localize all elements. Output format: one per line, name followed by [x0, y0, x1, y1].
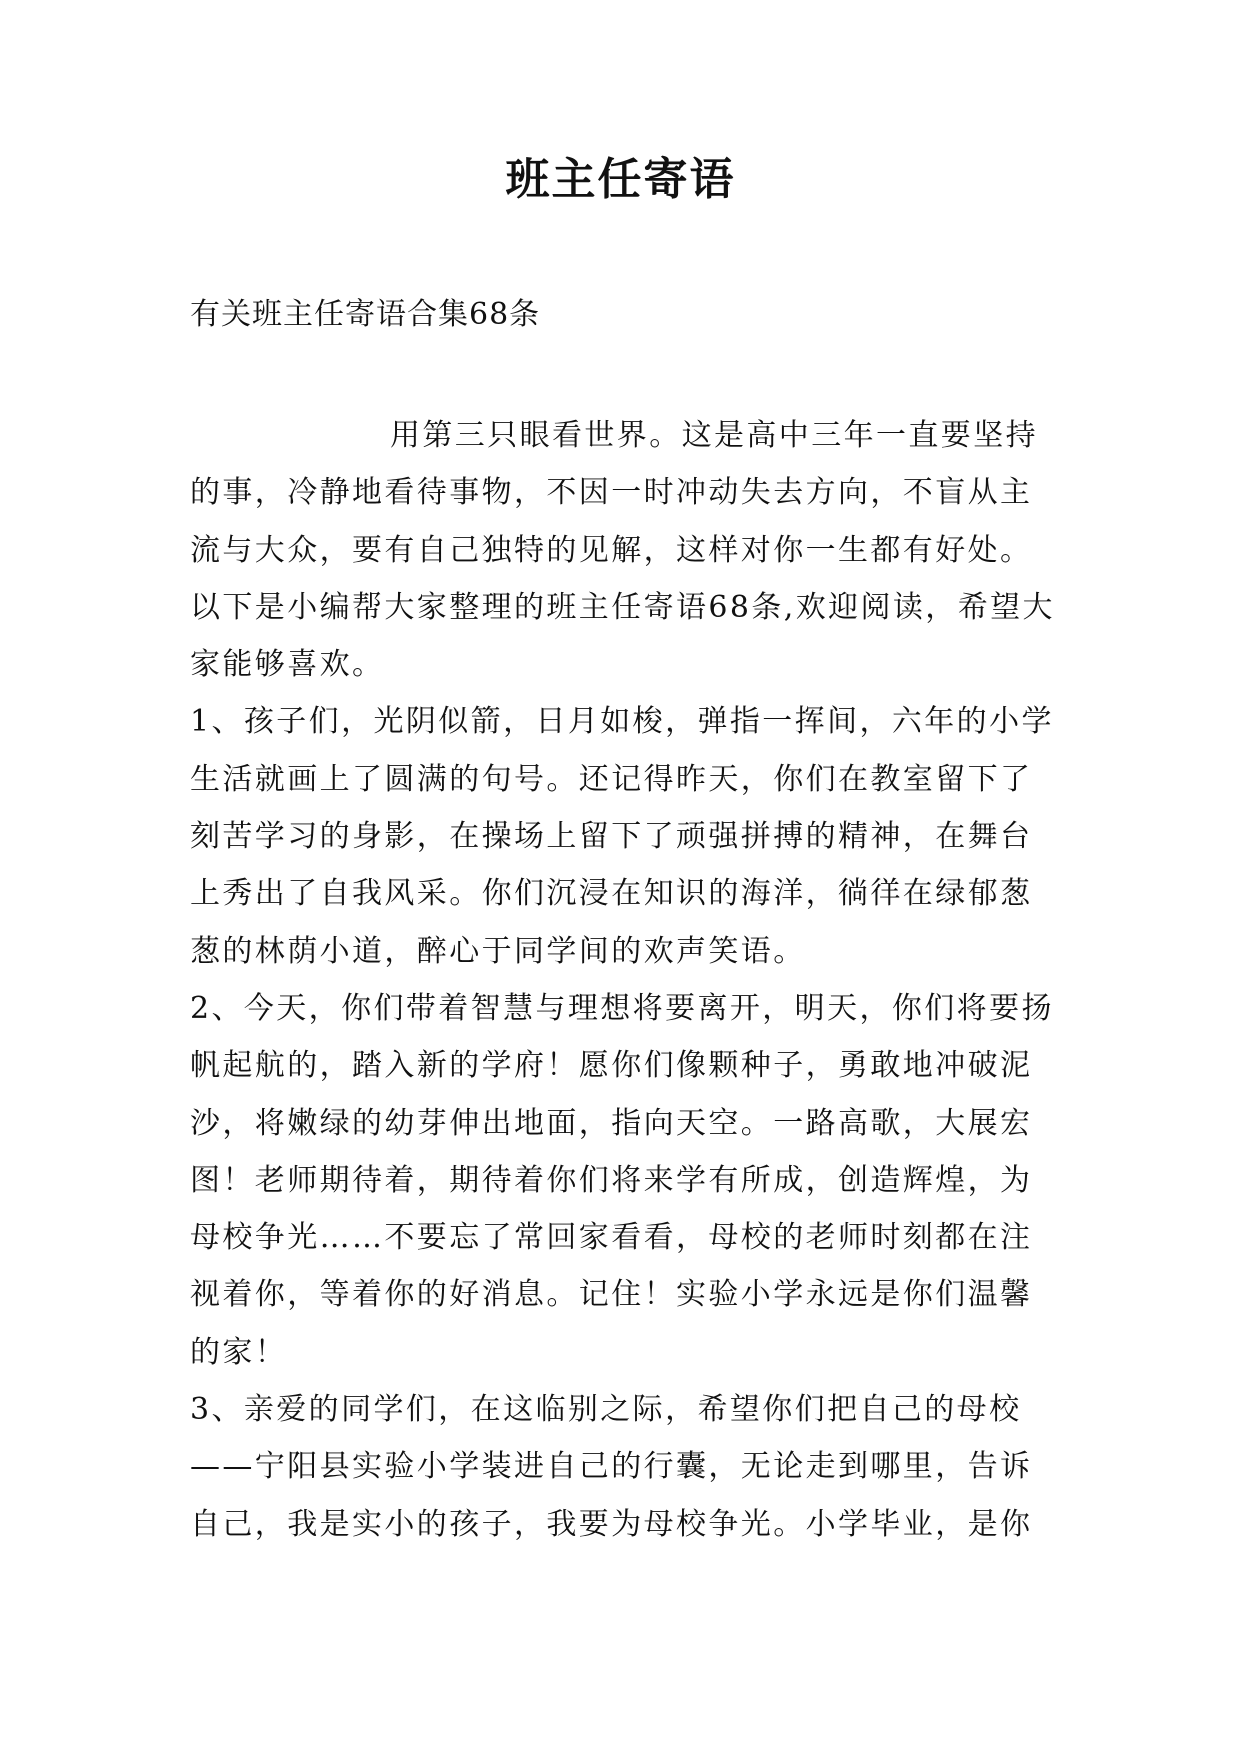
paragraph-2: 2、今天，你们带着智慧与理想将要离开，明天，你们将要扬帆起航的，踏入新的学府！愿你们像颗种子，勇敢地冲破泥沙，将嫩绿的幼芽伸出地面，指向天空。一路高歌，大展宏图！老师期待着，期待着你们将来学有所成，创造辉煌，为母校争光……不要忘了常回家看看，母校的老师时刻都在注视着你，等着你的好消息。记住！实验小学永远是你们温馨的家！ [190, 990, 1054, 1370]
document-subtitle: 有关班主任寄语合集68条 [190, 297, 541, 332]
paragraph-1: 1、孩子们，光阴似箭，日月如梭，弹指一挥间，六年的小学生活就画上了圆满的句号。还记得昨天，你们在教室留下了刻苦学习的身影，在操场上留下了顽强拼搏的精神，在舞台上秀出了自我风采。你们沉浸在知识的海洋，徜徉在绿郁葱葱的林荫小道，醉心于同学间的欢声笑语。 [190, 704, 1054, 969]
document-title: 班主任寄语 [505, 154, 736, 205]
document-body [190, 407, 1060, 1553]
paragraph-3: 3、亲爱的同学们，在这临别之际，希望你们把自己的母校——宁阳县实验小学装进自己的行囊，无论走到哪里，告诉自己，我是实小的孩子，我要为母校争光。小学毕业，是你 [190, 1392, 1033, 1542]
intro-paragraph: 用第三只眼看世界。这是高中三年一直要坚持的事，冷静地看待事物，不因一时冲动失去方向，不盲从主流与大众，要有自己独特的见解，这样对你一生都有好处。以下是小编帮大家整理的班主任寄语68条,欢迎阅读，希望大家能够喜欢。 [190, 418, 1055, 683]
